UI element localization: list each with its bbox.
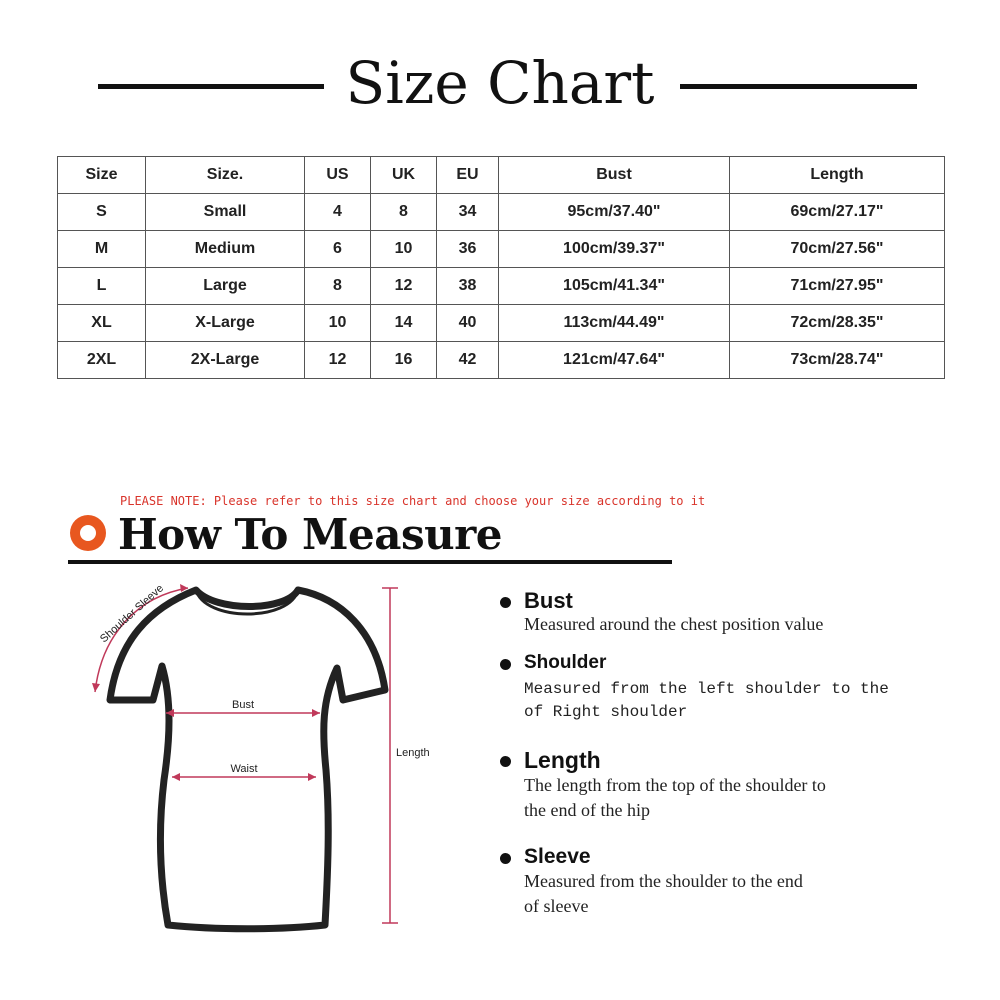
table-cell: 36 bbox=[437, 231, 499, 268]
how-to-measure-rule bbox=[68, 560, 672, 564]
table-cell: 34 bbox=[437, 194, 499, 231]
size-table bbox=[57, 156, 945, 379]
table-cell: 100cm/39.37" bbox=[499, 231, 730, 268]
table-cell: Medium bbox=[146, 231, 305, 268]
bullet-icon bbox=[500, 853, 511, 864]
table-cell: 8 bbox=[371, 194, 437, 231]
col-header-size: Size bbox=[58, 157, 146, 194]
col-header-length: Length bbox=[730, 157, 945, 194]
table-cell: 70cm/27.56" bbox=[730, 231, 945, 268]
definition-term: Sleeve bbox=[524, 845, 591, 868]
table-cell: 72cm/28.35" bbox=[730, 305, 945, 342]
table-header-row bbox=[58, 157, 945, 194]
table-cell: M bbox=[58, 231, 146, 268]
definition-term: Bust bbox=[524, 588, 573, 613]
definition-term: Shoulder bbox=[524, 652, 607, 673]
bullet-icon bbox=[500, 756, 511, 767]
col-header-size-name: Size. bbox=[146, 157, 305, 194]
table-cell: 113cm/44.49" bbox=[499, 305, 730, 342]
table-cell: 8 bbox=[305, 268, 371, 305]
table-cell: 38 bbox=[437, 268, 499, 305]
tshirt-diagram bbox=[0, 570, 480, 1000]
col-header-uk: UK bbox=[371, 157, 437, 194]
definition-text: the end of the hip bbox=[524, 800, 650, 820]
size-note: PLEASE NOTE: Please refer to this size chart and choose your size according to it bbox=[120, 494, 706, 508]
table-cell: XL bbox=[58, 305, 146, 342]
definition-text: The length from the top of the shoulder to bbox=[524, 775, 826, 795]
tshirt-outline bbox=[110, 590, 385, 929]
arrowhead bbox=[92, 683, 100, 692]
circle-bullet-icon bbox=[70, 515, 106, 551]
shoulder-sleeve-label: Shoulder Sleeve bbox=[97, 582, 167, 646]
table-cell: L bbox=[58, 268, 146, 305]
definition-text: Measured around the chest position value bbox=[524, 614, 824, 634]
definition-text: Measured from the shoulder to the end bbox=[524, 871, 803, 891]
table-cell: 71cm/27.95" bbox=[730, 268, 945, 305]
table-cell: X-Large bbox=[146, 305, 305, 342]
table-cell: S bbox=[58, 194, 146, 231]
bullet-icon bbox=[500, 659, 511, 670]
arrowhead bbox=[308, 773, 316, 781]
table-cell: 2X-Large bbox=[146, 342, 305, 379]
table-cell: 69cm/27.17" bbox=[730, 194, 945, 231]
table-cell: 10 bbox=[305, 305, 371, 342]
definition-text: of sleeve bbox=[524, 896, 589, 916]
table-cell: 10 bbox=[371, 231, 437, 268]
table-cell: 12 bbox=[305, 342, 371, 379]
table-cell: 14 bbox=[371, 305, 437, 342]
table-row bbox=[58, 305, 945, 342]
col-header-bust: Bust bbox=[499, 157, 730, 194]
table-cell: Small bbox=[146, 194, 305, 231]
table-cell: 105cm/41.34" bbox=[499, 268, 730, 305]
definition-text: of Right shoulder bbox=[524, 703, 688, 721]
waist-label: Waist bbox=[230, 763, 258, 775]
table-cell: 2XL bbox=[58, 342, 146, 379]
arrowhead bbox=[172, 773, 180, 781]
bust-label: Bust bbox=[231, 699, 255, 711]
table-cell: 6 bbox=[305, 231, 371, 268]
table-cell: 121cm/47.64" bbox=[499, 342, 730, 379]
definition-text: Measured from the left shoulder to the bbox=[524, 680, 889, 698]
table-cell: 40 bbox=[437, 305, 499, 342]
col-header-eu: EU bbox=[437, 157, 499, 194]
page-title bbox=[0, 48, 1000, 118]
table-row bbox=[58, 231, 945, 268]
table-row bbox=[58, 194, 945, 231]
table-cell: 95cm/37.40" bbox=[499, 194, 730, 231]
table-cell: 42 bbox=[437, 342, 499, 379]
table-cell: 16 bbox=[371, 342, 437, 379]
length-label: Length bbox=[396, 747, 430, 759]
bullet-icon bbox=[500, 597, 511, 608]
definition-term: Length bbox=[524, 747, 601, 773]
how-to-measure-title: How To Measure bbox=[118, 510, 503, 559]
table-cell: 12 bbox=[371, 268, 437, 305]
page-title-text: Size Chart bbox=[324, 49, 677, 117]
table-cell: 4 bbox=[305, 194, 371, 231]
col-header-us: US bbox=[305, 157, 371, 194]
table-cell: 73cm/28.74" bbox=[730, 342, 945, 379]
table-cell: Large bbox=[146, 268, 305, 305]
table-row bbox=[58, 342, 945, 379]
table-row bbox=[58, 268, 945, 305]
arrowhead bbox=[312, 709, 320, 717]
